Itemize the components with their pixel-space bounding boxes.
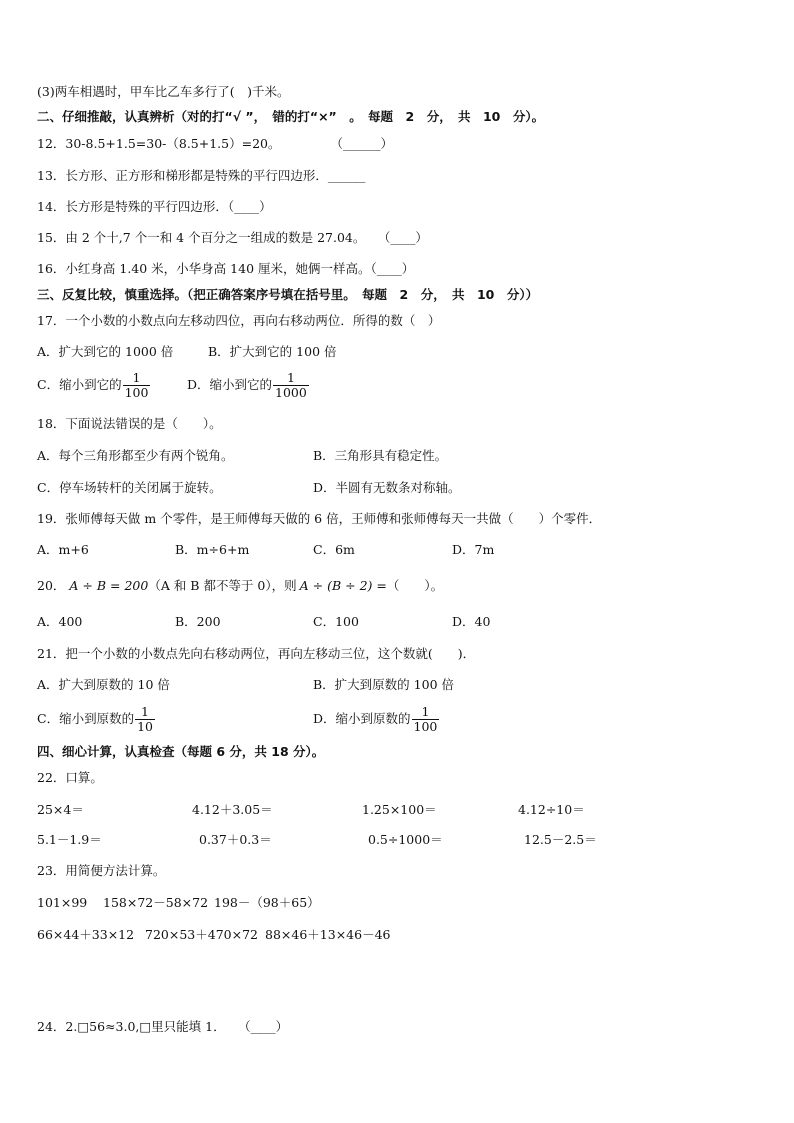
question-21-option-c-fraction <box>135 705 155 734</box>
mental-calc-item: 4.12÷10＝ <box>518 802 585 817</box>
question-20-number: 20． <box>37 578 66 593</box>
question-17-option-a: A．扩大到它的 1000 倍 <box>37 344 174 359</box>
fraction-numerator: 1 <box>141 704 149 719</box>
question-21-option-a: A．扩大到原数的 10 倍 <box>37 677 170 692</box>
mental-calc-item: 4.12＋3.05＝ <box>192 802 273 817</box>
section-4-heading: 四、细心计算，认真检查（每题 6 分，共 18 分）。 <box>37 744 325 759</box>
question-18-option-c: C．停车场转杆的关闭属于旋转。 <box>37 480 222 495</box>
question-19-option-a: A．m+6 <box>37 542 89 557</box>
simplify-calc-item: 88×46＋13×46－46 <box>265 927 391 942</box>
question-20-option-b: B．200 <box>175 614 221 629</box>
question-12: 12．30-8.5+1.5=30-（8.5+1.5）=20。 （______） <box>37 136 393 151</box>
fraction-numerator: 1 <box>132 370 141 385</box>
question-17-option-c-fraction <box>123 371 151 400</box>
mental-calc-item: 0.5÷1000＝ <box>368 832 443 847</box>
question-20-formula-1: A ÷ B = 200 <box>69 578 149 593</box>
question-20-stem <box>37 578 443 594</box>
question-18-option-b: B．三角形具有稳定性。 <box>313 448 448 463</box>
question-17-option-d <box>187 371 309 400</box>
mental-calc-item: 5.1－1.9＝ <box>37 832 102 847</box>
section-3-heading: 三、反复比较，慎重选择。（把正确答案序号填在括号里。 每题 2 分， 共 10 分）） <box>37 287 539 302</box>
simplify-calc-item: 158×72－58×72 <box>103 895 209 910</box>
question-21-option-b: B．扩大到原数的 100 倍 <box>313 677 454 692</box>
question-19-stem: 19．张师傅每天做 m 个零件，是王师傅每天做的 6 倍，王师傅和张师傅每天一共做（ ）个零件． <box>37 511 602 526</box>
question-20-option-a: A．400 <box>37 614 83 629</box>
question-20-answer-blank: （ ）。 <box>386 578 444 593</box>
simplify-calc-item: 720×53＋470×72 <box>145 927 258 942</box>
fraction-numerator: 1 <box>421 704 430 719</box>
section-2-heading: 二、仔细推敲，认真辨析（对的打“√ ”， 错的打“×” 。 每题 2 分， 共 10 分）。 <box>37 109 545 124</box>
question-15: 15．由 2 个十,7 个一和 4 个百分之一组成的数是 27.04。 （____） <box>37 230 428 245</box>
question-18-stem: 18．下面说法错误的是（ ）。 <box>37 416 222 431</box>
mental-calc-item: 1.25×100＝ <box>362 802 437 817</box>
simplify-calc-item: 66×44＋33×12 <box>37 927 135 942</box>
question-13: 13．长方形、正方形和梯形都是特殊的平行四边形．______ <box>37 168 366 183</box>
question-19-option-c: C．6m <box>313 542 355 557</box>
fraction-denominator: 100 <box>124 385 149 400</box>
question-23-stem: 23．用简便方法计算。 <box>37 863 166 878</box>
question-21-stem: 21．把一个小数的小数点先向右移动两位，再向左移动三位，这个数就( )． <box>37 646 476 661</box>
simplify-calc-item: 101×99 <box>37 895 88 910</box>
mental-calc-item: 0.37＋0.3＝ <box>199 832 272 847</box>
question-prev-line: (3)两车相遇时，甲车比乙车多行了( )千米。 <box>37 84 290 99</box>
question-17-option-d-fraction <box>273 371 309 400</box>
question-17-option-d-label: D．缩小到它的 <box>187 377 273 392</box>
question-21-option-d-fraction <box>412 705 440 734</box>
fraction-denominator: 100 <box>413 719 438 734</box>
question-17-option-c <box>37 371 150 400</box>
question-24: 24．2.□56≈3.0,□里只能填 1． （____） <box>37 1019 289 1034</box>
fraction-denominator: 10 <box>137 719 153 734</box>
mental-calc-item: 25×4＝ <box>37 802 84 817</box>
mental-calc-item: 12.5－2.5＝ <box>524 832 597 847</box>
question-22-stem: 22．口算。 <box>37 770 103 785</box>
question-17-option-c-label: C．缩小到它的 <box>37 377 122 392</box>
question-20-option-d: D．40 <box>452 614 491 629</box>
question-18-option-d: D．半圆有无数条对称轴。 <box>313 480 461 495</box>
question-20-option-c: C．100 <box>313 614 359 629</box>
question-20-formula-2: A ÷ (B ÷ 2) = <box>299 578 387 593</box>
question-18-option-a: A．每个三角形都至少有两个锐角。 <box>37 448 234 463</box>
question-21-option-c <box>37 705 155 734</box>
question-17-option-b: B．扩大到它的 100 倍 <box>208 344 337 359</box>
question-21-option-d-label: D．缩小到原数的 <box>313 711 411 726</box>
question-17-stem: 17．一个小数的小数点向左移动四位，再向右移动两位．所得的数（ ） <box>37 313 441 328</box>
question-21-option-c-label: C．缩小到原数的 <box>37 711 135 726</box>
question-19-option-b: B．m÷6+m <box>175 542 250 557</box>
simplify-calc-item: 198－（98＋65） <box>214 895 320 910</box>
question-20-condition: （A 和 B 都不等于 0），则 <box>148 578 297 593</box>
question-21-option-d <box>313 705 439 734</box>
question-19-option-d: D．7m <box>452 542 495 557</box>
question-16: 16．小红身高 1.40 米，小华身高 140 厘米，她俩一样高。（____） <box>37 261 415 276</box>
question-14: 14．长方形是特殊的平行四边形．（____） <box>37 199 272 214</box>
fraction-denominator: 1000 <box>275 385 307 400</box>
fraction-numerator: 1 <box>286 370 295 385</box>
